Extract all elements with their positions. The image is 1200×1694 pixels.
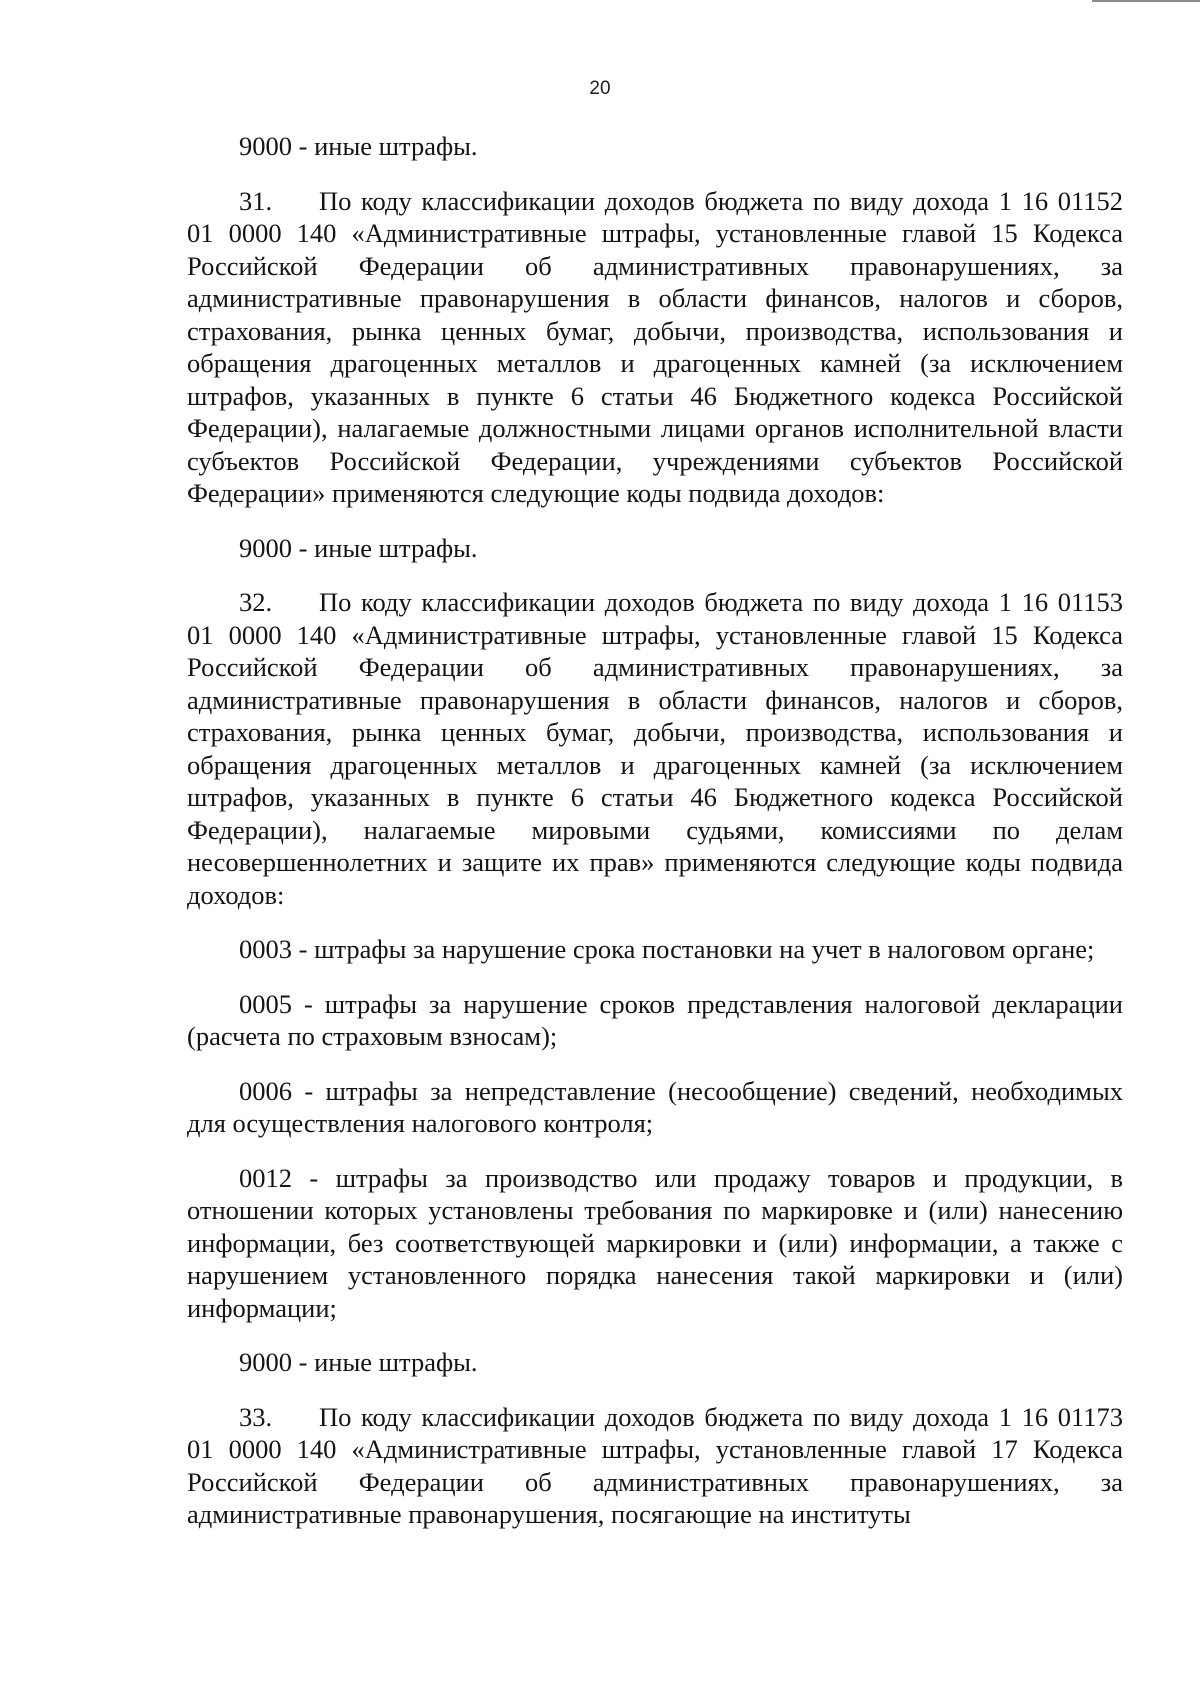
- paragraph-text: По коду классификации доходов бюджета по виду дохода 1 16 01152 01 0000 140 «Административные штрафы, установленные главой 15 Кодекса Российской Федерации об административных правонарушениях, за административные правонарушения в области финансов, налогов и сборов, страхования, рынка ценных бумаг, добычи, производства, использования и обращения драгоценных металлов и драгоценных камней (за исключением штрафов, указанных в пункте 6 статьи 46 Бюджетного кодекса Российской Федерации), налагаемые должностными лицами органов исполнительной власти субъектов Российской Федерации, учреждениями субъектов Российской Федерации» применяются следующие коды подвида доходов:: [187, 185, 1123, 508]
- paragraph-item-33: [187, 1401, 1123, 1531]
- paragraph-text: По коду классификации доходов бюджета по виду дохода 1 16 01153 01 0000 140 «Административные штрафы, установленные главой 15 Кодекса Российской Федерации об административных правонарушениях, за административные правонарушения в области финансов, налогов и сборов, страхования, рынка ценных бумаг, добычи, производства, использования и обращения драгоценных металлов и драгоценных камней (за исключением штрафов, указанных в пункте 6 статьи 46 Бюджетного кодекса Российской Федерации), налагаемые мировыми судьями, комиссиями по делам несовершеннолетних и защите их прав» применяются следующие коды подвида доходов:: [187, 587, 1123, 910]
- paragraph-code: [187, 532, 1123, 565]
- paragraph-text: 9000 - иные штрафы.: [239, 1347, 478, 1377]
- paragraph-code: [187, 1162, 1123, 1325]
- paragraph-text: 0003 - штрафы за нарушение срока постановки на учет в налоговом органе;: [239, 934, 1095, 964]
- paragraph-code: [187, 988, 1123, 1053]
- paragraph-text: По коду классификации доходов бюджета по виду дохода 1 16 01173 01 0000 140 «Административные штрафы, установленные главой 17 Кодекса Российской Федерации об административных правонарушениях, за административные правонарушения, посягающие на институты: [187, 1401, 1123, 1529]
- item-number: 31.: [239, 185, 273, 216]
- scan-edge-line: [1092, 0, 1200, 2]
- paragraph-code: [187, 933, 1123, 966]
- document-body: [187, 130, 1123, 1531]
- page-number: 20: [589, 78, 611, 99]
- item-number: 33.: [239, 1401, 273, 1432]
- paragraph-text: 0006 - штрафы за непредставление (несообщение) сведений, необходимых для осуществления налогового контроля;: [187, 1075, 1123, 1138]
- paragraph-code: [187, 1346, 1123, 1379]
- item-number: 32.: [239, 587, 273, 617]
- paragraph-item-31: [187, 185, 1123, 510]
- paragraph-code: [187, 130, 1123, 163]
- paragraph-text: 0012 - штрафы за производство или продажу товаров и продукции, в отношении которых установлены требования по маркировке и (или) нанесению информации, без соответствующей маркировки и (или) информации, а также с нарушением установленного порядка нанесения такой маркировки и (или) информации;: [187, 1162, 1123, 1323]
- paragraph-text: 9000 - иные штрафы.: [239, 131, 478, 161]
- paragraph-text: 9000 - иные штрафы.: [239, 532, 478, 563]
- paragraph-text: 0005 - штрафы за нарушение сроков представления налоговой декларации (расчета по страховым взносам);: [187, 988, 1123, 1051]
- paragraph-item-32: [187, 586, 1123, 911]
- paragraph-code: [187, 1075, 1123, 1140]
